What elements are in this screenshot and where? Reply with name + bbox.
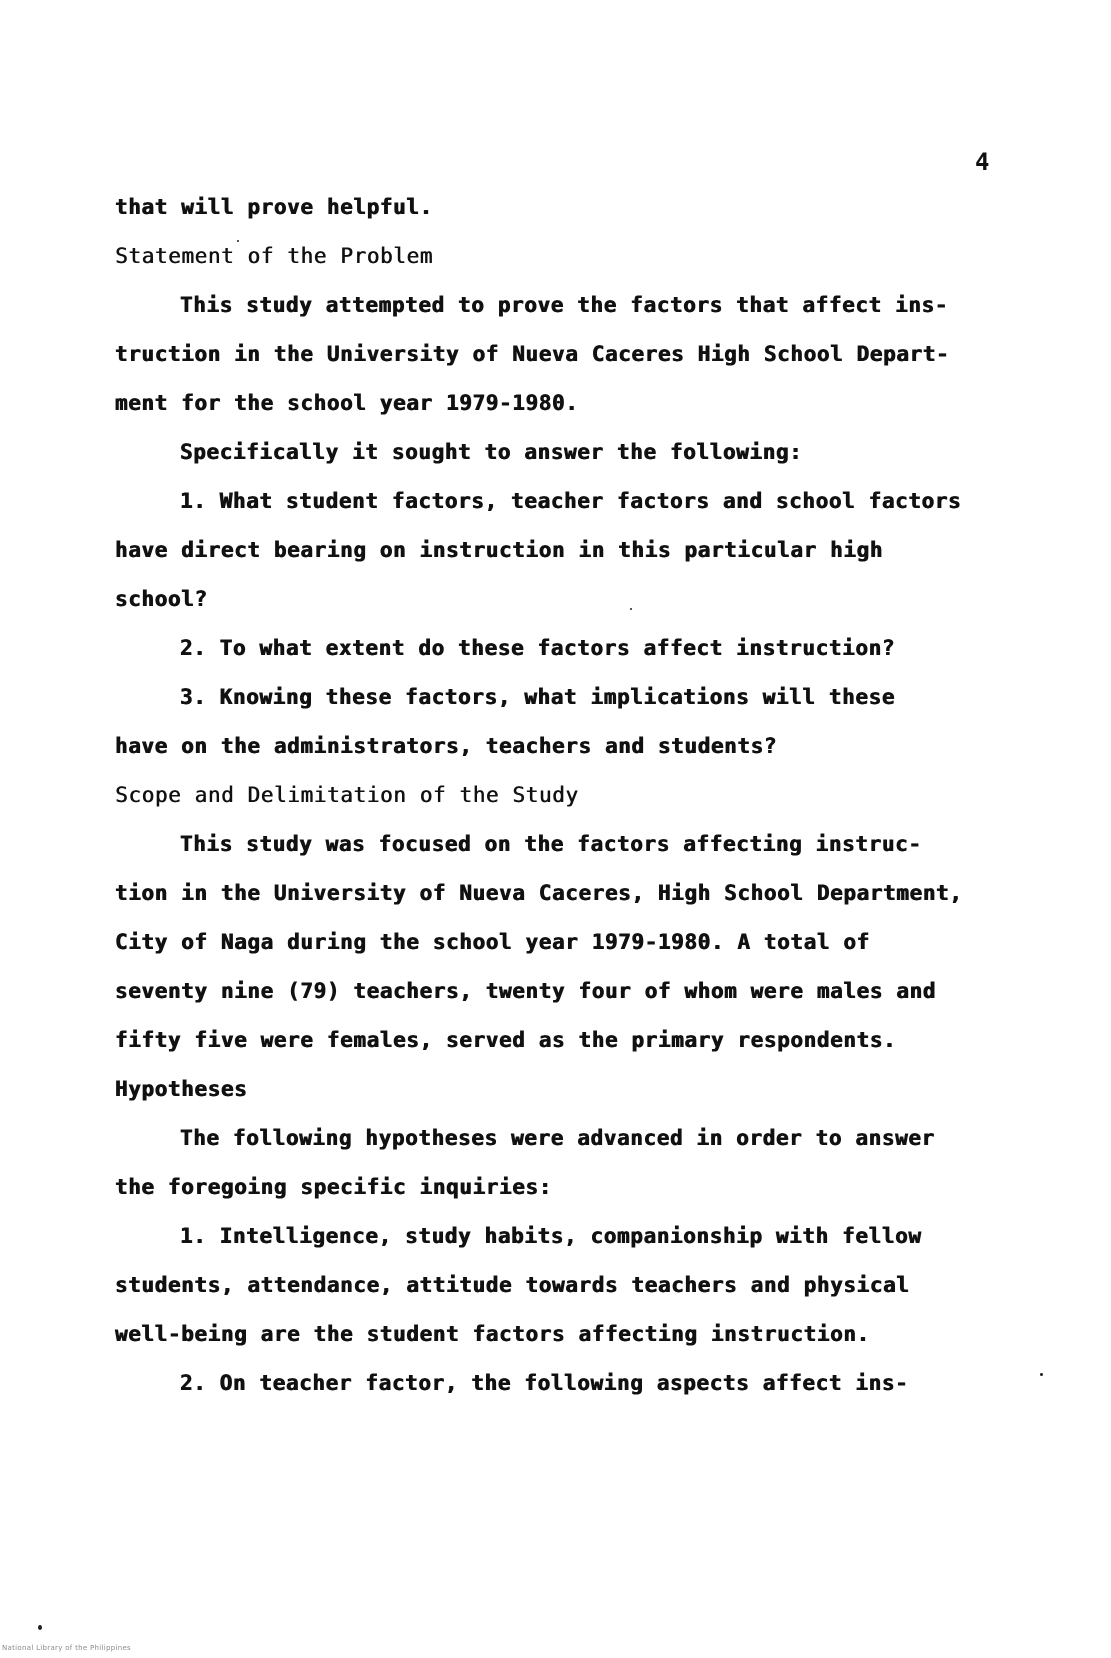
text-line-8: have direct bearing on instruction in this particular high: [115, 538, 884, 562]
scan-footer-watermark: National Library of the Philippines: [2, 1644, 131, 1652]
text-line-24: well-being are the student factors affecting instruction.: [115, 1322, 870, 1346]
section-heading-statement-of-problem: Statement of the Problem: [115, 244, 433, 268]
text-line-25: 2. On teacher factor, the following aspects affect ins-: [180, 1371, 909, 1395]
text-line-10: 2. To what extent do these factors affect instruction?: [180, 636, 896, 660]
text-line-21: the foregoing specific inquiries:: [115, 1175, 553, 1199]
section-heading-scope-and-delimitation: Scope and Delimitation of the Study: [115, 783, 579, 807]
text-line-6: Specifically it sought to answer the following:: [180, 440, 803, 464]
text-line-5: ment for the school year 1979-1980.: [115, 391, 579, 415]
text-line-22: 1. Intelligence, study habits, companionship with fellow: [180, 1224, 922, 1248]
text-line-15: tion in the University of Nueva Caceres, High School Department,: [115, 881, 963, 905]
text-line-18: fifty five were females, served as the primary respondents.: [115, 1028, 897, 1052]
text-line-1: that will prove helpful.: [115, 195, 433, 219]
text-line-12: have on the administrators, teachers and students?: [115, 734, 778, 758]
scan-speck: [630, 608, 632, 610]
section-heading-hypotheses: Hypotheses: [115, 1077, 248, 1101]
text-line-11: 3. Knowing these factors, what implications will these: [180, 685, 896, 709]
text-line-7: 1. What student factors, teacher factors and school factors: [180, 489, 962, 513]
text-line-23: students, attendance, attitude towards teachers and physical: [115, 1273, 910, 1297]
text-line-14: This study was focused on the factors affecting instruc-: [180, 832, 922, 856]
scan-speck: [38, 1625, 42, 1630]
page-number: 4: [975, 148, 990, 176]
text-line-3: This study attempted to prove the factors that affect ins-: [180, 293, 949, 317]
text-line-4: truction in the University of Nueva Caceres High School Depart-: [115, 342, 950, 366]
text-line-16: City of Naga during the school year 1979-1980. A total of: [115, 930, 870, 954]
scan-speck: [237, 240, 239, 242]
text-line-17: seventy nine (79) teachers, twenty four of whom were males and: [115, 979, 937, 1003]
text-line-9: school?: [115, 587, 208, 611]
text-line-20: The following hypotheses were advanced in order to answer: [180, 1126, 935, 1150]
scan-speck: [1040, 1373, 1043, 1376]
